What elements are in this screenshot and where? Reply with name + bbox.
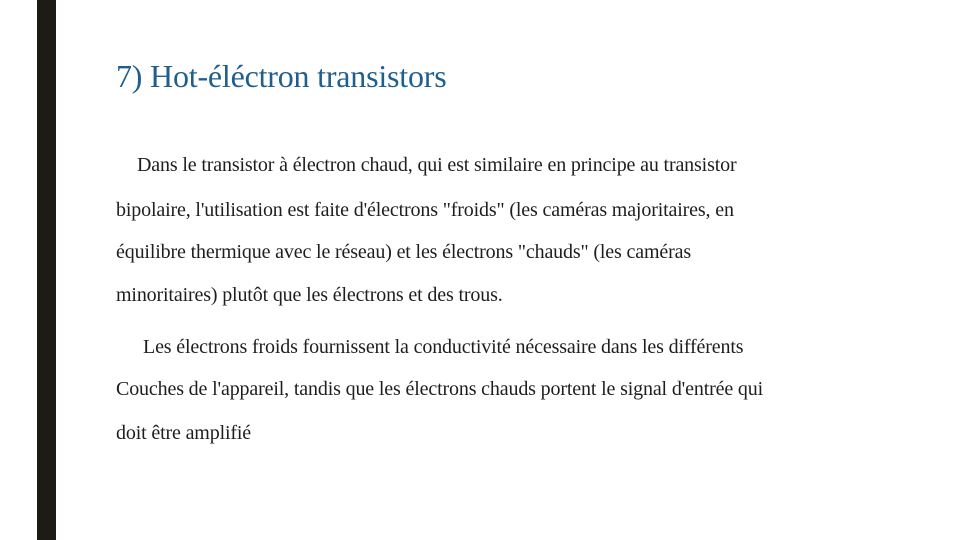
paragraph-1-line-3: équilibre thermique avec le réseau) et les électrons "chauds" (les caméras: [116, 241, 691, 263]
paragraph-2-line-1: Les électrons froids fournissent la conductivité nécessaire dans les différents: [143, 336, 744, 358]
paragraph-2-line-3: doit être amplifié: [116, 422, 252, 444]
slide-title: 7) Hot-éléctron transistors: [116, 58, 447, 94]
decorative-side-bar: [37, 0, 56, 540]
paragraph-2-line-2: Couches de l'appareil, tandis que les électrons chauds portent le signal d'entrée qui: [116, 378, 764, 400]
paragraph-1-line-1: Dans le transistor à électron chaud, qui est similaire en principe au transistor: [137, 154, 737, 176]
paragraph-1-line-4: minoritaires) plutôt que les électrons et des trous.: [116, 284, 503, 306]
paragraph-1-line-2: bipolaire, l'utilisation est faite d'électrons "froids" (les caméras majoritaires, en: [116, 199, 734, 221]
